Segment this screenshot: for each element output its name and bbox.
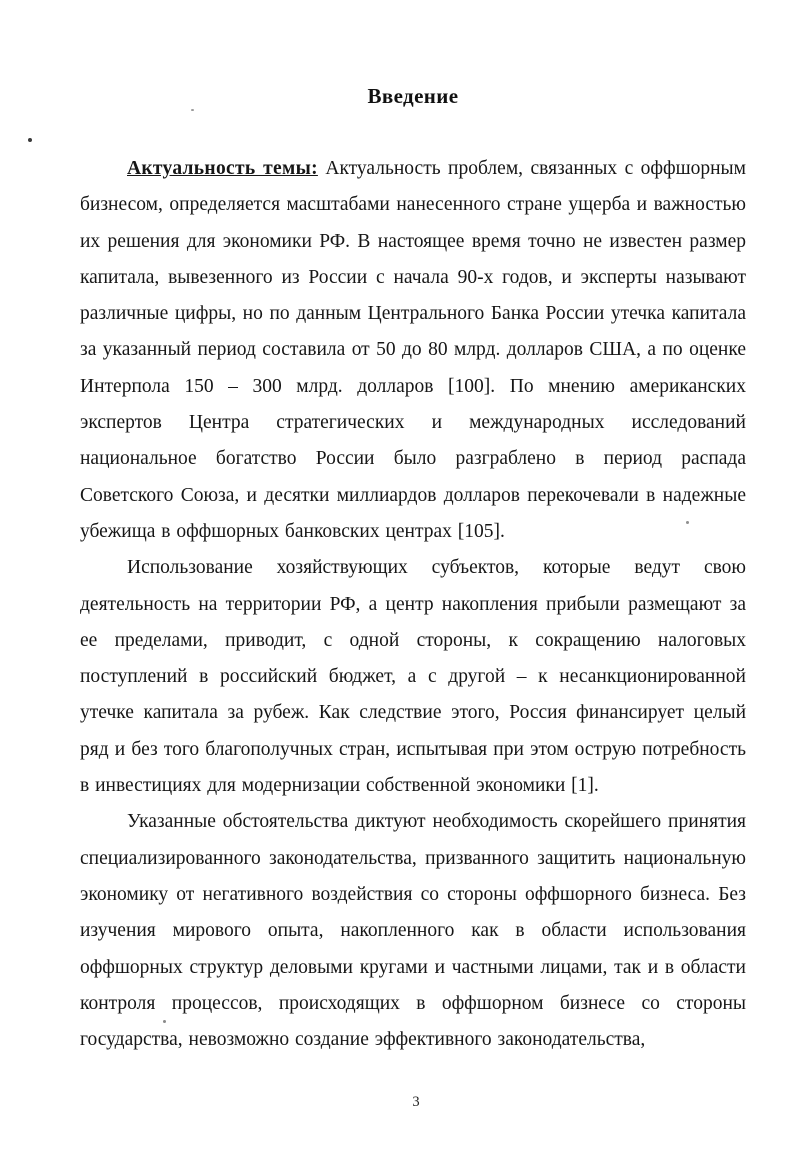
document-body bbox=[80, 151, 746, 1058]
scan-speck bbox=[28, 138, 32, 142]
paragraph-3-text: Указанные обстоятельства диктуют необходимость скорейшего принятия специализированного законодательства, призванного защитить национальную экономику от негативного воздействия со стороны оффшорного бизнеса. Без изучения мирового опыта, накопленного как в области использования оффшорных структур деловыми кругами и частными лицами, так и в области контроля процессов, происходящих в оффшорном бизнесе со стороны государства, невозможно создание эффективного законодательства, bbox=[80, 811, 746, 1051]
paragraph-1-text: Актуальность проблем, связанных с оффшорным бизнесом, определяется масштабами нанесенного стране ущерба и важностью их решения для экономики РФ. В настоящее время точно не известен размер капитала, вывезенного из России с начала 90-х годов, и эксперты называют различные цифры, но по данным Центрального Банка России утечка капитала за указанный период составила от 50 до 80 млрд. долларов США, а по оценке Интерпола 150 – 300 млрд. долларов [100]. По мнению американских экспертов Центра стратегических и международных исследований национальное богатство России было разграблено в период распада Советского Союза, и десятки миллиардов долларов перекочевали в надежные убежища в оффшорных банковских центрах [105]. bbox=[80, 158, 746, 542]
paragraph-2 bbox=[80, 550, 746, 804]
scan-speck bbox=[191, 109, 194, 111]
page-number: 3 bbox=[412, 1094, 420, 1110]
scan-speck bbox=[163, 1020, 166, 1023]
paragraph-3 bbox=[80, 804, 746, 1058]
scan-speck bbox=[686, 521, 689, 524]
paragraph-2-text: Использование хозяйствующих субъектов, которые ведут свою деятельность на территории РФ, а центр накопления прибыли размещают за ее пределами, приводит, с одной стороны, к сокращению налоговых поступлений в российский бюджет, а с другой – к несанкционированной утечке капитала за рубеж. Как следствие этого, Россия финансирует целый ряд и без того благополучных стран, испытывая при этом острую потребность в инвестициях для модернизации собственной экономики [1]. bbox=[80, 557, 746, 797]
paragraph-1 bbox=[80, 151, 746, 550]
paragraph-1-lead: Актуальность темы: bbox=[127, 158, 318, 179]
page-title: Введение bbox=[367, 84, 459, 108]
